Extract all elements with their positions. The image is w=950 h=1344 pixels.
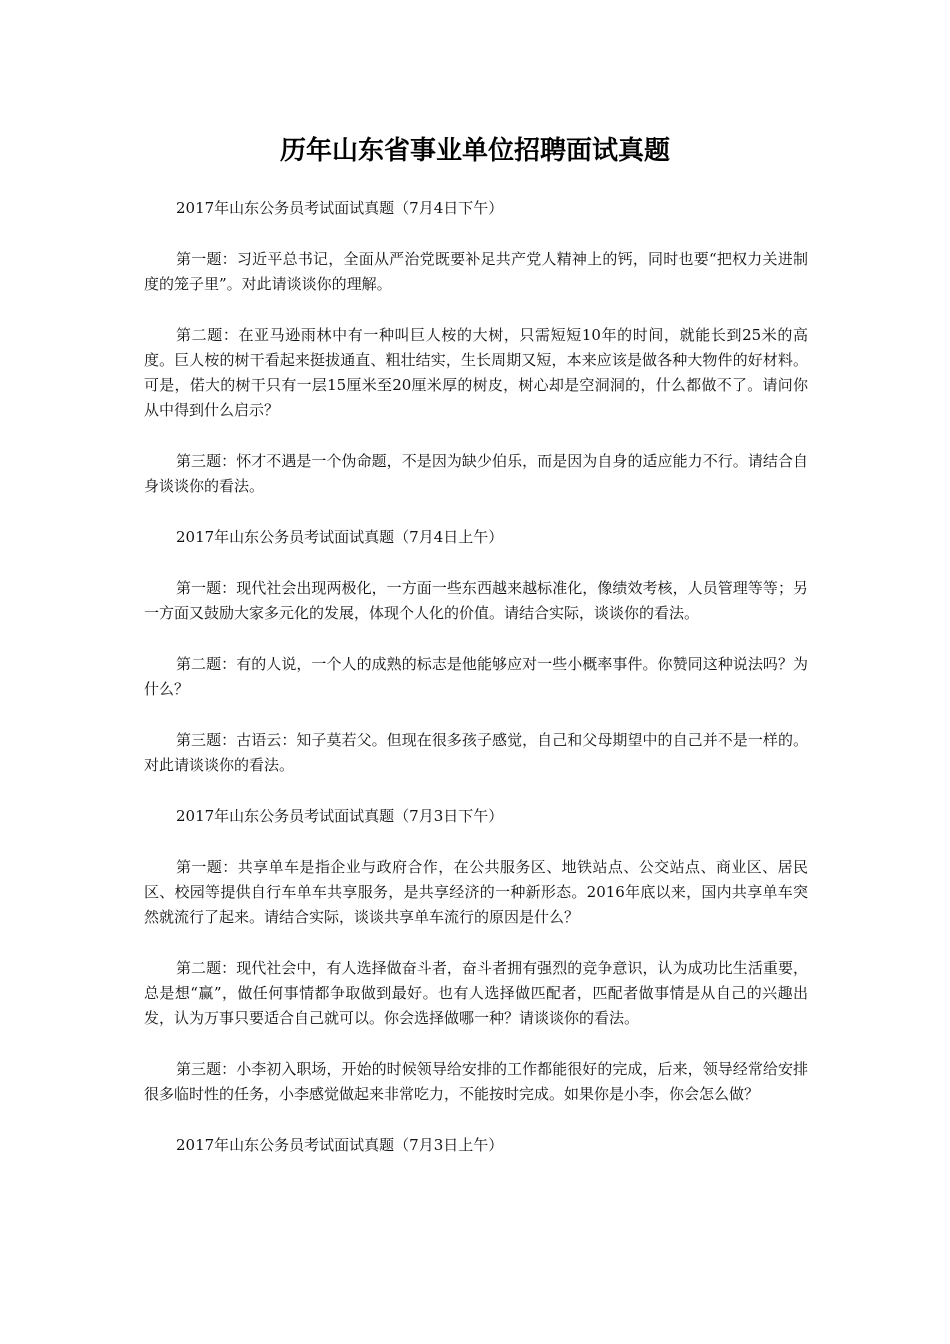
question-paragraph: 第二题：有的人说，一个人的成熟的标志是他能够应对一些小概率事件。你赞同这种说法吗？为什么？ [144, 655, 808, 698]
question-paragraph: 第一题：现代社会出现两极化，一方面一些东西越来越标准化，像绩效考核，人员管理等等；另一方面又鼓励大家多元化的发展，体现个人化的价值。请结合实际，谈谈你的看法。 [144, 579, 808, 622]
section-heading: 2017年山东公务员考试面试真题（7月4日上午） [176, 528, 504, 546]
question-paragraph: 第一题：习近平总书记，全面从严治党既要补足共产党人精神上的钙，同时也要“把权力关进制度的笼子里”。对此请谈谈你的理解。 [144, 250, 808, 293]
document-body [144, 196, 808, 1184]
question-paragraph: 第一题：共享单车是指企业与政府合作，在公共服务区、地铁站点、公交站点、商业区、居民区、校园等提供自行车单车共享服务，是共享经济的一种新形态。2016年底以来，国内共享单车突然就流行了起来。请结合实际，谈谈共享单车流行的原因是什么？ [144, 858, 808, 926]
question-paragraph: 第三题：小李初入职场，开始的时候领导给安排的工作都能很好的完成，后来，领导经常给安排很多临时性的任务，小李感觉做起来非常吃力，不能按时完成。如果你是小李，你会怎么做？ [144, 1060, 808, 1103]
question-paragraph: 第三题：怀才不遇是一个伪命题，不是因为缺少伯乐，而是因为自身的适应能力不行。请结合自身谈谈你的看法。 [144, 452, 808, 495]
section-heading: 2017年山东公务员考试面试真题（7月3日下午） [176, 807, 504, 825]
question-paragraph: 第三题：古语云：知子莫若父。但现在很多孩子感觉，自己和父母期望中的自己并不是一样的。对此请谈谈你的看法。 [144, 731, 808, 774]
section-heading: 2017年山东公务员考试面试真题（7月3日上午） [176, 1136, 504, 1154]
question-paragraph: 第二题：现代社会中，有人选择做奋斗者，奋斗者拥有强烈的竞争意识，认为成功比生活重要，总是想“赢”，做任何事情都争取做到最好。也有人选择做匹配者，匹配者做事情是从自己的兴趣出发，认为万事只要适合自己就可以。你会选择做哪一种？请谈谈你的看法。 [144, 959, 808, 1027]
question-paragraph: 第二题：在亚马逊雨林中有一种叫巨人桉的大树，只需短短10年的时间，就能长到25米的高度。巨人桉的树干看起来挺拔通直、粗壮结实，生长周期又短，本来应该是做各种大物件的好材料。可是，偌大的树干只有一层15厘米至20厘米厚的树皮，树心却是空洞洞的，什么都做不了。请问你从中得到什么启示？ [144, 326, 808, 419]
section-heading: 2017年山东公务员考试面试真题（7月4日下午） [176, 199, 504, 217]
document-title: 历年山东省事业单位招聘面试真题 [279, 136, 670, 166]
